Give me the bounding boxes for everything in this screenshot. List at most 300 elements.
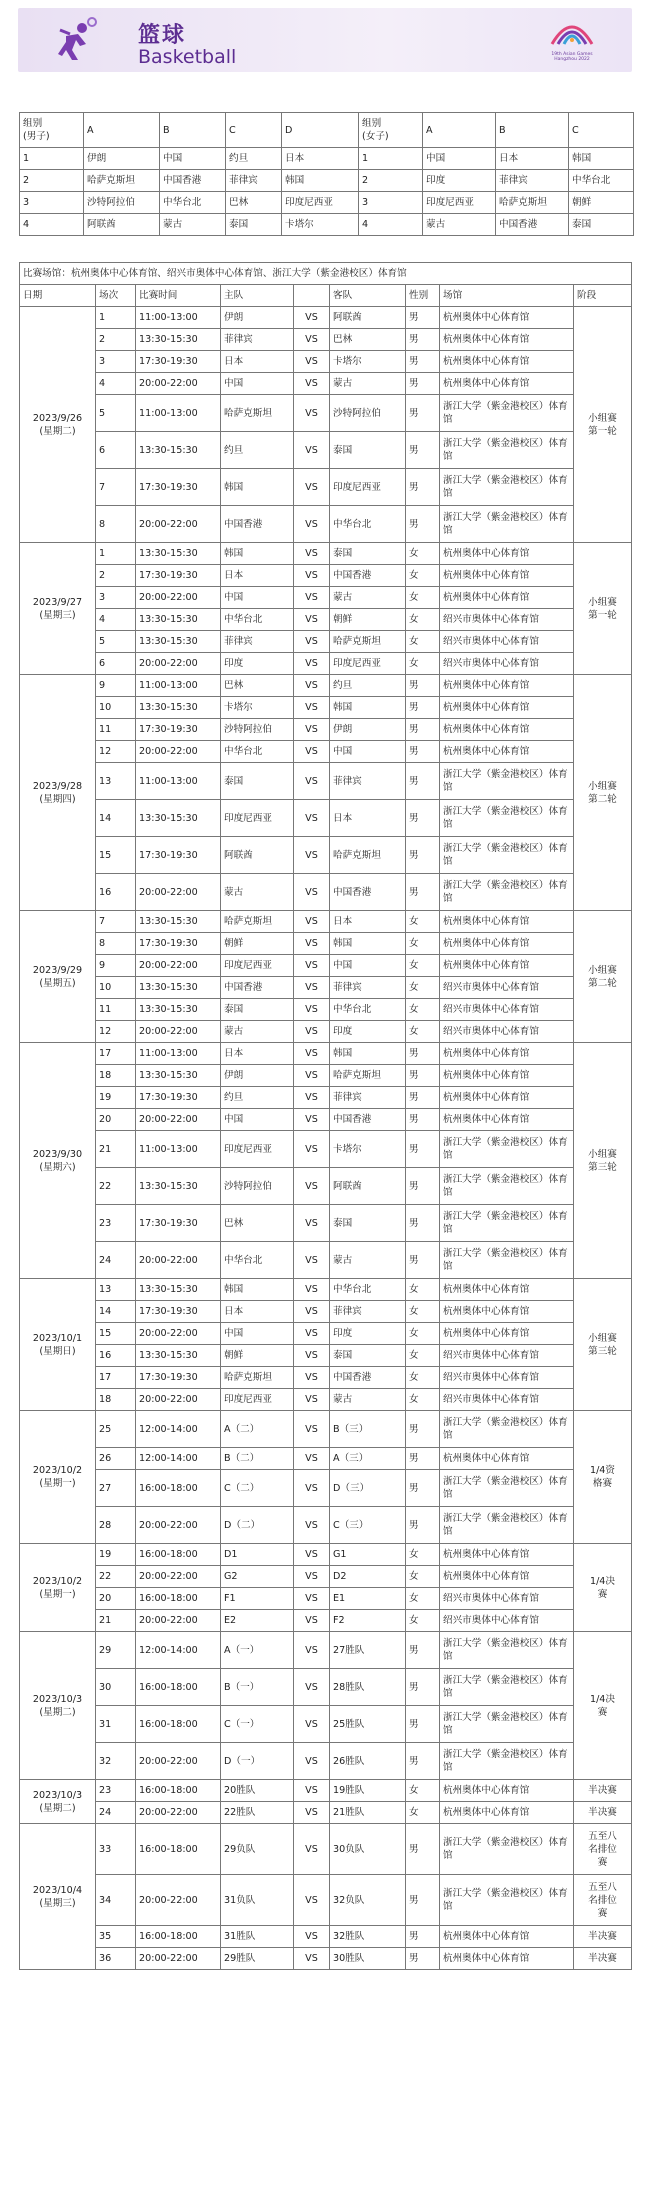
away-team: 约旦 <box>330 675 406 697</box>
match-time: 20:00-22:00 <box>136 1610 221 1632</box>
venue: 浙江大学（紫金港校区）体育馆 <box>440 432 574 469</box>
away-team: 中国 <box>330 741 406 763</box>
vs-label: VS <box>294 565 330 587</box>
venue: 浙江大学（紫金港校区）体育馆 <box>440 1743 574 1780</box>
home-team: 伊朗 <box>221 307 294 329</box>
away-team: D2 <box>330 1566 406 1588</box>
match-time: 13:30-15:30 <box>136 1065 221 1087</box>
table-row <box>20 1345 632 1367</box>
table-row <box>20 911 632 933</box>
match-time: 16:00-18:00 <box>136 1824 221 1875</box>
venue: 杭州奥体中心体育馆 <box>440 1323 574 1345</box>
home-team: D（一） <box>221 1743 294 1780</box>
venue: 绍兴市奥体中心体育馆 <box>440 609 574 631</box>
vs-label: VS <box>294 609 330 631</box>
match-number: 23 <box>96 1205 136 1242</box>
venue: 杭州奥体中心体育馆 <box>440 1043 574 1065</box>
vs-label: VS <box>294 1168 330 1205</box>
match-number: 11 <box>96 999 136 1021</box>
match-date: 2023/10/1 (星期日) <box>20 1279 96 1411</box>
away-team: 朝鲜 <box>330 609 406 631</box>
home-team: 日本 <box>221 1043 294 1065</box>
gender: 男 <box>406 1706 440 1743</box>
venue: 浙江大学（紫金港校区）体育馆 <box>440 1507 574 1544</box>
home-team: D（二） <box>221 1507 294 1544</box>
vs-label: VS <box>294 432 330 469</box>
venue: 杭州奥体中心体育馆 <box>440 1448 574 1470</box>
vs-label: VS <box>294 1669 330 1706</box>
schedule-header-cell: 主队 <box>221 285 294 307</box>
match-number: 12 <box>96 741 136 763</box>
match-time: 12:00-14:00 <box>136 1448 221 1470</box>
gender: 女 <box>406 609 440 631</box>
home-team: 印度尼西亚 <box>221 1131 294 1168</box>
match-number: 1 <box>96 543 136 565</box>
match-number: 7 <box>96 469 136 506</box>
gender: 女 <box>406 1323 440 1345</box>
group-cell: 哈萨克斯坦 <box>84 170 160 192</box>
table-row <box>20 675 632 697</box>
match-date: 2023/9/26 (星期二) <box>20 307 96 543</box>
match-time: 16:00-18:00 <box>136 1669 221 1706</box>
home-team: 巴林 <box>221 1205 294 1242</box>
venue: 杭州奥体中心体育馆 <box>440 933 574 955</box>
away-team: G1 <box>330 1544 406 1566</box>
match-time: 20:00-22:00 <box>136 1875 221 1926</box>
group-cell: 泰国 <box>226 214 282 236</box>
match-time: 20:00-22:00 <box>136 874 221 911</box>
vs-label: VS <box>294 506 330 543</box>
group-cell: 日本 <box>282 148 359 170</box>
gender: 男 <box>406 800 440 837</box>
vs-label: VS <box>294 653 330 675</box>
match-time: 13:30-15:30 <box>136 1168 221 1205</box>
venue: 浙江大学（紫金港校区）体育馆 <box>440 395 574 432</box>
match-stage: 1/4决 赛 <box>574 1544 632 1632</box>
venue: 杭州奥体中心体育馆 <box>440 1279 574 1301</box>
vs-label: VS <box>294 1824 330 1875</box>
vs-label: VS <box>294 1588 330 1610</box>
vs-label: VS <box>294 1367 330 1389</box>
away-team: A（三） <box>330 1448 406 1470</box>
match-number: 33 <box>96 1824 136 1875</box>
venue: 浙江大学（紫金港校区）体育馆 <box>440 1824 574 1875</box>
venue: 杭州奥体中心体育馆 <box>440 1544 574 1566</box>
venue: 浙江大学（紫金港校区）体育馆 <box>440 506 574 543</box>
home-team: 阿联酋 <box>221 837 294 874</box>
match-stage: 小组赛 第三轮 <box>574 1279 632 1411</box>
match-stage: 半决赛 <box>574 1802 632 1824</box>
vs-label: VS <box>294 373 330 395</box>
gender: 女 <box>406 977 440 999</box>
away-team: 中国香港 <box>330 874 406 911</box>
table-row <box>20 1632 632 1669</box>
venue: 绍兴市奥体中心体育馆 <box>440 1389 574 1411</box>
match-number: 19 <box>96 1544 136 1566</box>
group-cell: 2 <box>20 170 84 192</box>
table-row <box>20 955 632 977</box>
match-number: 2 <box>96 565 136 587</box>
venue: 绍兴市奥体中心体育馆 <box>440 1610 574 1632</box>
away-team: 韩国 <box>330 697 406 719</box>
match-time: 17:30-19:30 <box>136 469 221 506</box>
gender: 男 <box>406 1065 440 1087</box>
away-team: 32胜队 <box>330 1926 406 1948</box>
venue: 杭州奥体中心体育馆 <box>440 1109 574 1131</box>
match-time: 17:30-19:30 <box>136 1301 221 1323</box>
match-number: 29 <box>96 1632 136 1669</box>
venue-note-row <box>20 263 632 285</box>
home-team: 日本 <box>221 1301 294 1323</box>
vs-label: VS <box>294 543 330 565</box>
home-team: C（二） <box>221 1470 294 1507</box>
match-stage: 1/4资 格赛 <box>574 1411 632 1544</box>
table-row <box>20 609 632 631</box>
match-time: 13:30-15:30 <box>136 800 221 837</box>
group-cell: 沙特阿拉伯 <box>84 192 160 214</box>
match-number: 22 <box>96 1566 136 1588</box>
schedule-header-cell: 客队 <box>330 285 406 307</box>
table-row <box>20 977 632 999</box>
asian-games-logo <box>542 14 602 66</box>
vs-label: VS <box>294 587 330 609</box>
match-stage: 1/4决 赛 <box>574 1632 632 1780</box>
schedule-header-cell: 场次 <box>96 285 136 307</box>
match-time: 20:00-22:00 <box>136 1948 221 1970</box>
venue: 浙江大学（紫金港校区）体育馆 <box>440 874 574 911</box>
group-header-cell: A <box>423 113 496 148</box>
table-row <box>20 1065 632 1087</box>
match-time: 20:00-22:00 <box>136 1389 221 1411</box>
table-row <box>20 373 632 395</box>
match-number: 2 <box>96 329 136 351</box>
vs-label: VS <box>294 1131 330 1168</box>
home-team: 中国香港 <box>221 977 294 999</box>
home-team: 巴林 <box>221 675 294 697</box>
vs-label: VS <box>294 1948 330 1970</box>
venue: 杭州奥体中心体育馆 <box>440 719 574 741</box>
gender: 男 <box>406 719 440 741</box>
page-title-cn: 篮球 <box>138 23 187 48</box>
table-row <box>20 1802 632 1824</box>
vs-label: VS <box>294 977 330 999</box>
table-row <box>20 469 632 506</box>
away-team: 泰国 <box>330 1205 406 1242</box>
match-stage: 小组赛 第二轮 <box>574 675 632 911</box>
home-team: 日本 <box>221 565 294 587</box>
match-date: 2023/10/2 (星期一) <box>20 1544 96 1632</box>
away-team: C（三） <box>330 1507 406 1544</box>
match-time: 20:00-22:00 <box>136 653 221 675</box>
venue: 浙江大学（紫金港校区）体育馆 <box>440 1411 574 1448</box>
table-row <box>20 506 632 543</box>
schedule-header-cell: 阶段 <box>574 285 632 307</box>
home-team: 日本 <box>221 351 294 373</box>
match-stage: 半决赛 <box>574 1948 632 1970</box>
table-row <box>20 1544 632 1566</box>
away-team: 中国香港 <box>330 565 406 587</box>
vs-label: VS <box>294 955 330 977</box>
match-number: 10 <box>96 697 136 719</box>
match-time: 11:00-13:00 <box>136 307 221 329</box>
away-team: 中国 <box>330 955 406 977</box>
match-time: 17:30-19:30 <box>136 351 221 373</box>
table-row <box>20 1205 632 1242</box>
table-row <box>20 1588 632 1610</box>
match-number: 16 <box>96 1345 136 1367</box>
match-time: 16:00-18:00 <box>136 1926 221 1948</box>
table-row <box>20 1669 632 1706</box>
venue: 绍兴市奥体中心体育馆 <box>440 977 574 999</box>
group-header-cell: C <box>569 113 634 148</box>
group-cell: 伊朗 <box>84 148 160 170</box>
match-time: 13:30-15:30 <box>136 1345 221 1367</box>
vs-label: VS <box>294 1087 330 1109</box>
match-time: 13:30-15:30 <box>136 609 221 631</box>
header-banner <box>18 8 632 72</box>
away-team: 哈萨克斯坦 <box>330 631 406 653</box>
table-row <box>20 1087 632 1109</box>
vs-label: VS <box>294 1301 330 1323</box>
venue: 杭州奥体中心体育馆 <box>440 1065 574 1087</box>
group-cell: 中国香港 <box>160 170 226 192</box>
match-number: 34 <box>96 1875 136 1926</box>
venue: 浙江大学（紫金港校区）体育馆 <box>440 1242 574 1279</box>
match-number: 17 <box>96 1367 136 1389</box>
match-time: 20:00-22:00 <box>136 1242 221 1279</box>
home-team: 印度 <box>221 653 294 675</box>
vs-label: VS <box>294 719 330 741</box>
vs-label: VS <box>294 675 330 697</box>
venue: 浙江大学（紫金港校区）体育馆 <box>440 1131 574 1168</box>
home-team: 卡塔尔 <box>221 697 294 719</box>
venue: 绍兴市奥体中心体育馆 <box>440 631 574 653</box>
match-time: 13:30-15:30 <box>136 329 221 351</box>
home-team: 蒙古 <box>221 874 294 911</box>
venue: 浙江大学（紫金港校区）体育馆 <box>440 800 574 837</box>
table-row <box>20 170 634 192</box>
gender: 男 <box>406 1470 440 1507</box>
group-cell: 4 <box>20 214 84 236</box>
gender: 女 <box>406 1588 440 1610</box>
away-team: 26胜队 <box>330 1743 406 1780</box>
vs-label: VS <box>294 837 330 874</box>
home-team: 朝鲜 <box>221 1345 294 1367</box>
vs-label: VS <box>294 1389 330 1411</box>
venue: 绍兴市奥体中心体育馆 <box>440 1588 574 1610</box>
home-team: 沙特阿拉伯 <box>221 1168 294 1205</box>
gender: 女 <box>406 1367 440 1389</box>
away-team: 19胜队 <box>330 1780 406 1802</box>
match-time: 11:00-13:00 <box>136 763 221 800</box>
group-cell: 哈萨克斯坦 <box>496 192 569 214</box>
match-time: 13:30-15:30 <box>136 1279 221 1301</box>
home-team: 29负队 <box>221 1824 294 1875</box>
home-team: 印度尼西亚 <box>221 800 294 837</box>
vs-label: VS <box>294 1470 330 1507</box>
match-number: 11 <box>96 719 136 741</box>
match-number: 8 <box>96 933 136 955</box>
group-header-cell: 组别 (女子) <box>359 113 423 148</box>
vs-label: VS <box>294 351 330 373</box>
group-cell: 印度尼西亚 <box>282 192 359 214</box>
group-cell: 卡塔尔 <box>282 214 359 236</box>
table-row <box>20 1242 632 1279</box>
table-row <box>20 763 632 800</box>
away-team: 印度 <box>330 1323 406 1345</box>
venue: 杭州奥体中心体育馆 <box>440 1948 574 1970</box>
vs-label: VS <box>294 1323 330 1345</box>
match-time: 20:00-22:00 <box>136 1323 221 1345</box>
match-number: 9 <box>96 675 136 697</box>
table-row <box>20 653 632 675</box>
table-row <box>20 1824 632 1875</box>
match-number: 13 <box>96 763 136 800</box>
match-number: 21 <box>96 1610 136 1632</box>
match-time: 13:30-15:30 <box>136 543 221 565</box>
match-number: 16 <box>96 874 136 911</box>
match-number: 31 <box>96 1706 136 1743</box>
gender: 女 <box>406 565 440 587</box>
venue: 杭州奥体中心体育馆 <box>440 1780 574 1802</box>
gender: 男 <box>406 763 440 800</box>
gender: 男 <box>406 1168 440 1205</box>
group-cell: 2 <box>359 170 423 192</box>
home-team: D1 <box>221 1544 294 1566</box>
home-team: 中华台北 <box>221 609 294 631</box>
vs-label: VS <box>294 800 330 837</box>
asian-games-logo-text: 19th Asian Games Hangzhou 2022 <box>551 52 593 62</box>
match-time: 20:00-22:00 <box>136 1109 221 1131</box>
match-time: 20:00-22:00 <box>136 1743 221 1780</box>
gender: 男 <box>406 307 440 329</box>
home-team: 中国香港 <box>221 506 294 543</box>
venue: 杭州奥体中心体育馆 <box>440 373 574 395</box>
table-row <box>20 1323 632 1345</box>
vs-label: VS <box>294 1411 330 1448</box>
home-team: 蒙古 <box>221 1021 294 1043</box>
group-cell: 印度 <box>423 170 496 192</box>
table-row <box>20 837 632 874</box>
venue: 杭州奥体中心体育馆 <box>440 911 574 933</box>
match-time: 20:00-22:00 <box>136 587 221 609</box>
match-number: 32 <box>96 1743 136 1780</box>
away-team: 哈萨克斯坦 <box>330 1065 406 1087</box>
away-team: F2 <box>330 1610 406 1632</box>
match-number: 12 <box>96 1021 136 1043</box>
table-row <box>20 543 632 565</box>
group-cell: 巴林 <box>226 192 282 214</box>
table-row <box>20 192 634 214</box>
group-cell: 中国 <box>423 148 496 170</box>
match-time: 17:30-19:30 <box>136 1205 221 1242</box>
venue: 绍兴市奥体中心体育馆 <box>440 1345 574 1367</box>
match-number: 35 <box>96 1926 136 1948</box>
group-cell: 朝鲜 <box>569 192 634 214</box>
match-number: 10 <box>96 977 136 999</box>
gender: 女 <box>406 1802 440 1824</box>
group-cell: 1 <box>359 148 423 170</box>
group-cell: 蒙古 <box>160 214 226 236</box>
match-number: 24 <box>96 1242 136 1279</box>
vs-label: VS <box>294 763 330 800</box>
group-cell: 日本 <box>496 148 569 170</box>
match-stage: 小组赛 第一轮 <box>574 307 632 543</box>
venue: 绍兴市奥体中心体育馆 <box>440 1021 574 1043</box>
match-time: 20:00-22:00 <box>136 1021 221 1043</box>
schedule-header-cell: 日期 <box>20 285 96 307</box>
table-row <box>20 1043 632 1065</box>
venue: 杭州奥体中心体育馆 <box>440 587 574 609</box>
venue: 浙江大学（紫金港校区）体育馆 <box>440 763 574 800</box>
venue: 杭州奥体中心体育馆 <box>440 543 574 565</box>
home-team: 哈萨克斯坦 <box>221 395 294 432</box>
match-number: 18 <box>96 1065 136 1087</box>
schedule-header-cell <box>294 285 330 307</box>
table-row <box>20 148 634 170</box>
home-team: 菲律宾 <box>221 329 294 351</box>
match-stage: 小组赛 第一轮 <box>574 543 632 675</box>
home-team: 31胜队 <box>221 1926 294 1948</box>
gender: 男 <box>406 1875 440 1926</box>
home-team: 哈萨克斯坦 <box>221 911 294 933</box>
vs-label: VS <box>294 1205 330 1242</box>
gender: 男 <box>406 1109 440 1131</box>
vs-label: VS <box>294 1632 330 1669</box>
gender: 男 <box>406 1743 440 1780</box>
home-team: B（一） <box>221 1669 294 1706</box>
home-team: 中华台北 <box>221 1242 294 1279</box>
venue: 杭州奥体中心体育馆 <box>440 955 574 977</box>
home-team: F1 <box>221 1588 294 1610</box>
match-number: 1 <box>96 307 136 329</box>
home-team: 中国 <box>221 587 294 609</box>
away-team: 印度 <box>330 1021 406 1043</box>
home-team: 哈萨克斯坦 <box>221 1367 294 1389</box>
match-stage: 小组赛 第三轮 <box>574 1043 632 1279</box>
home-team: 22胜队 <box>221 1802 294 1824</box>
away-team: 菲律宾 <box>330 977 406 999</box>
gender: 男 <box>406 1131 440 1168</box>
page-title-en: Basketball <box>138 46 237 68</box>
venue: 浙江大学（紫金港校区）体育馆 <box>440 1168 574 1205</box>
vs-label: VS <box>294 1566 330 1588</box>
schedule-header-cell: 比赛时间 <box>136 285 221 307</box>
match-date: 2023/10/3 (星期二) <box>20 1780 96 1824</box>
vs-label: VS <box>294 697 330 719</box>
table-row <box>20 800 632 837</box>
venue: 绍兴市奥体中心体育馆 <box>440 653 574 675</box>
table-row <box>20 1566 632 1588</box>
away-team: 蒙古 <box>330 1242 406 1279</box>
venue: 杭州奥体中心体育馆 <box>440 1566 574 1588</box>
match-number: 27 <box>96 1470 136 1507</box>
match-date: 2023/9/29 (星期五) <box>20 911 96 1043</box>
table-row <box>20 1448 632 1470</box>
away-team: 日本 <box>330 911 406 933</box>
away-team: 泰国 <box>330 543 406 565</box>
table-row <box>20 1301 632 1323</box>
group-table <box>19 112 634 236</box>
away-team: 泰国 <box>330 1345 406 1367</box>
away-team: 沙特阿拉伯 <box>330 395 406 432</box>
table-row <box>20 874 632 911</box>
match-number: 22 <box>96 1168 136 1205</box>
match-time: 17:30-19:30 <box>136 1087 221 1109</box>
away-team: 卡塔尔 <box>330 351 406 373</box>
match-time: 20:00-22:00 <box>136 1802 221 1824</box>
table-row <box>20 1875 632 1926</box>
